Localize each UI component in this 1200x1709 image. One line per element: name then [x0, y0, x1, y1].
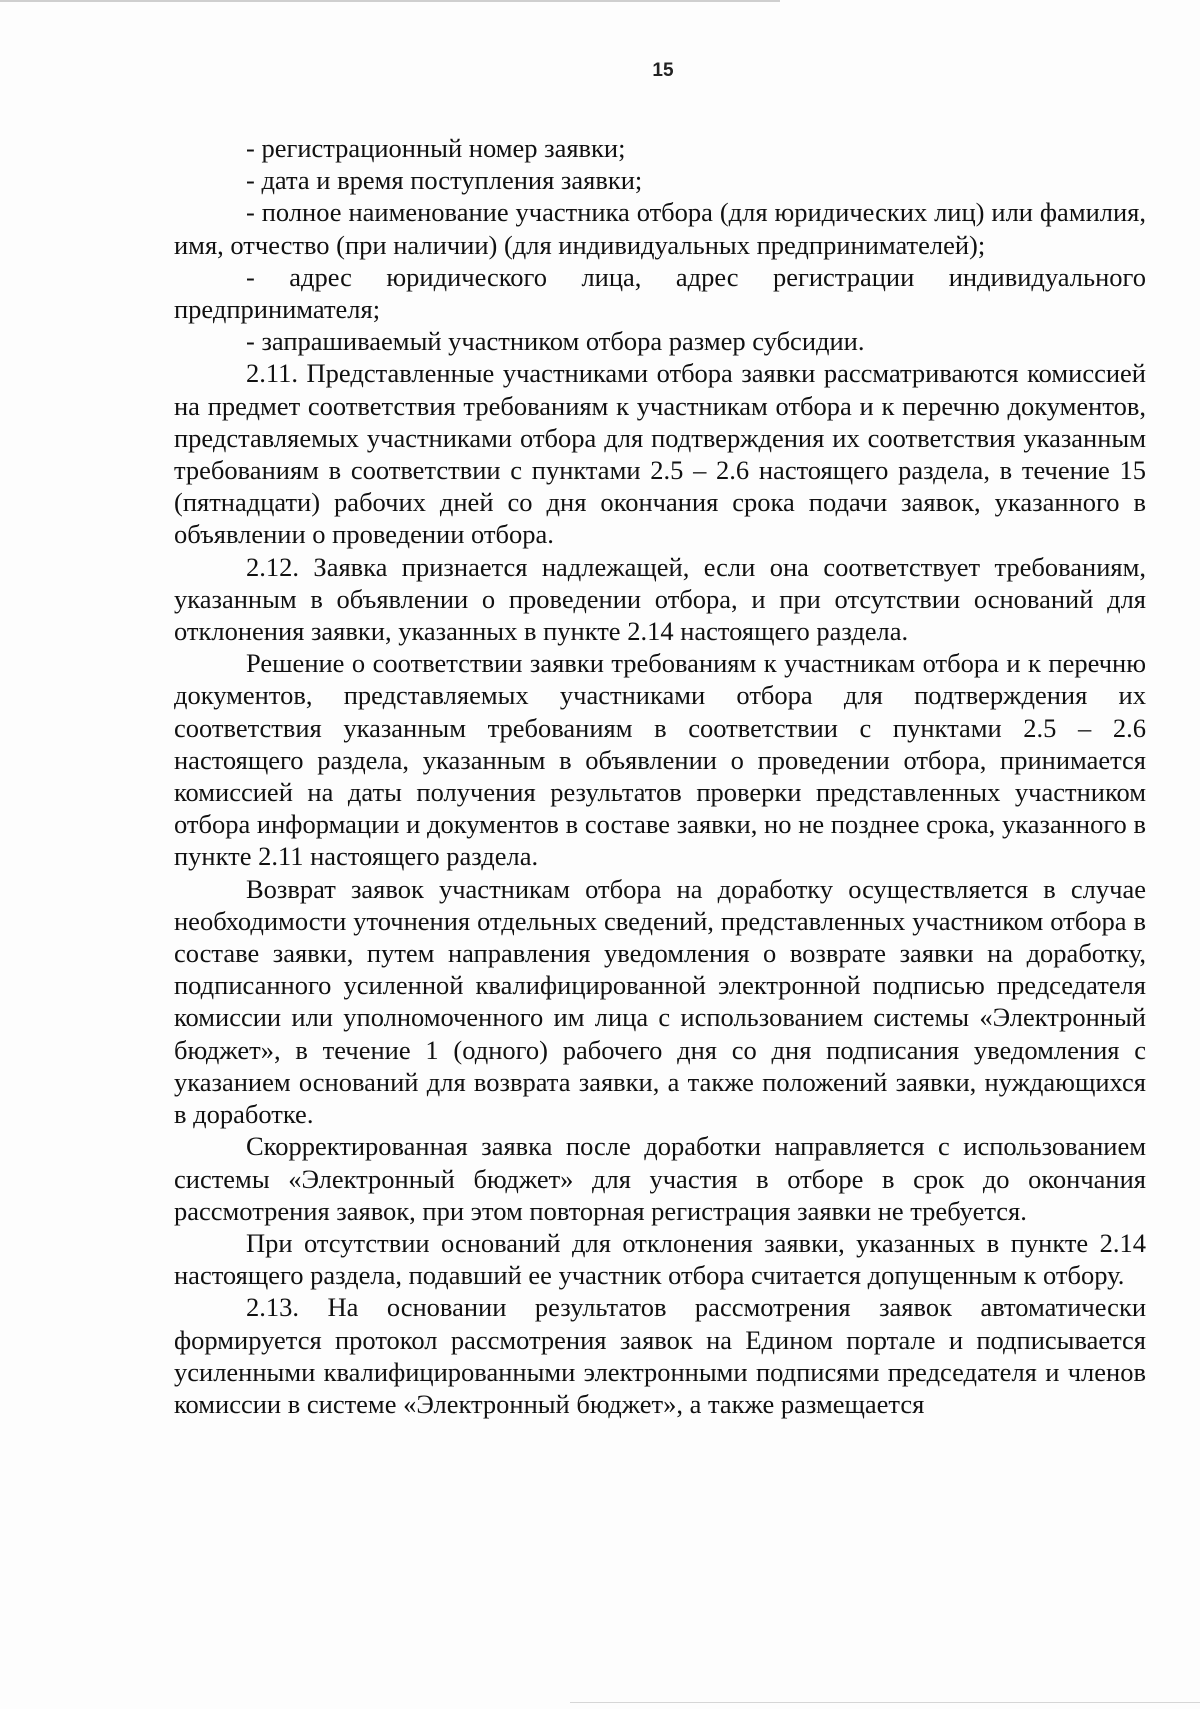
- page-number: 15: [652, 60, 674, 81]
- paragraph: 2.13. На основании результатов рассмотрения заявок автоматически формируется протокол рассмотрения заявок на Едином портале и подписывается усиленными квалифицированными электронными подписями председателя и членов комиссии в системе «Электронный бюджет», а также размещается: [174, 1292, 1146, 1419]
- scan-edge-top: [0, 0, 780, 2]
- paragraph: Скорректированная заявка после доработки направляется с использованием системы «Электронный бюджет» для участия в отборе в срок до окончания рассмотрения заявок, при этом повторная регистрация заявки не требуется.: [174, 1131, 1146, 1226]
- scan-edge-bottom: [570, 1702, 1200, 1703]
- paragraph: - регистрационный номер заявки;: [246, 133, 626, 163]
- paragraph: - дата и время поступления заявки;: [246, 165, 643, 196]
- paragraph: - запрашиваемый участником отбора размер субсидии.: [246, 326, 865, 357]
- paragraph: - адрес юридического лица, адрес регистрации индивидуального предпринимателя;: [174, 261, 1146, 325]
- paragraph: - полное наименование участника отбора (для юридических лиц) или фамилия, имя, отчество (при наличии) (для индивидуальных предпринимателей);: [174, 197, 1146, 260]
- paragraph: При отсутствии оснований для отклонения заявки, указанных в пункте 2.14 настоящего раздела, подавший ее участник отбора считается допущенным к отбору.: [174, 1227, 1146, 1291]
- paragraph: 2.12. Заявка признается надлежащей, если она соответствует требованиям, указанным в объявлении о проведении отбора, и при отсутствии оснований для отклонения заявки, указанных в пункте 2.14 настоящего раздела.: [174, 551, 1146, 647]
- paragraph: Решение о соответствии заявки требованиям к участникам отбора и к перечню документов, представляемых участниками отбора для подтверждения их соответствия указанным требованиям в соответствии с пунктами 2.5 – 2.6 настоящего раздела, указанным в объявлении о проведении отбора, принимается комиссией на даты получения результатов проверки представленных участником отбора информации и документов в составе заявки, но не позднее срока, указанного в пункте 2.11 настоящего раздела.: [174, 648, 1146, 872]
- paragraph: Возврат заявок участникам отбора на доработку осуществляется в случае необходимости уточнения отдельных сведений, представленных участником отбора в составе заявки, путем направления уведомления о возврате заявки на доработку, подписанного усиленной квалифицированной электронной подписью председателя комиссии или уполномоченного им лица с использованием системы «Электронный бюджет», в течение 1 (одного) рабочего дня со дня подписания уведомления с указанием оснований для возврата заявки, а также положений заявки, нуждающихся в доработке.: [174, 873, 1146, 1130]
- document-body: [174, 132, 1146, 1420]
- paragraph: 2.11. Представленные участниками отбора заявки рассматриваются комиссией на предмет соответствия требованиям к участникам отбора и к перечню документов, представляемых участниками отбора для подтверждения их соответствия указанным требованиям в соответствии с пунктами 2.5 – 2.6 настоящего раздела, в течение 15 (пятнадцати) рабочих дней со дня окончания срока подачи заявок, указанного в объявлении о проведении отбора.: [174, 358, 1146, 550]
